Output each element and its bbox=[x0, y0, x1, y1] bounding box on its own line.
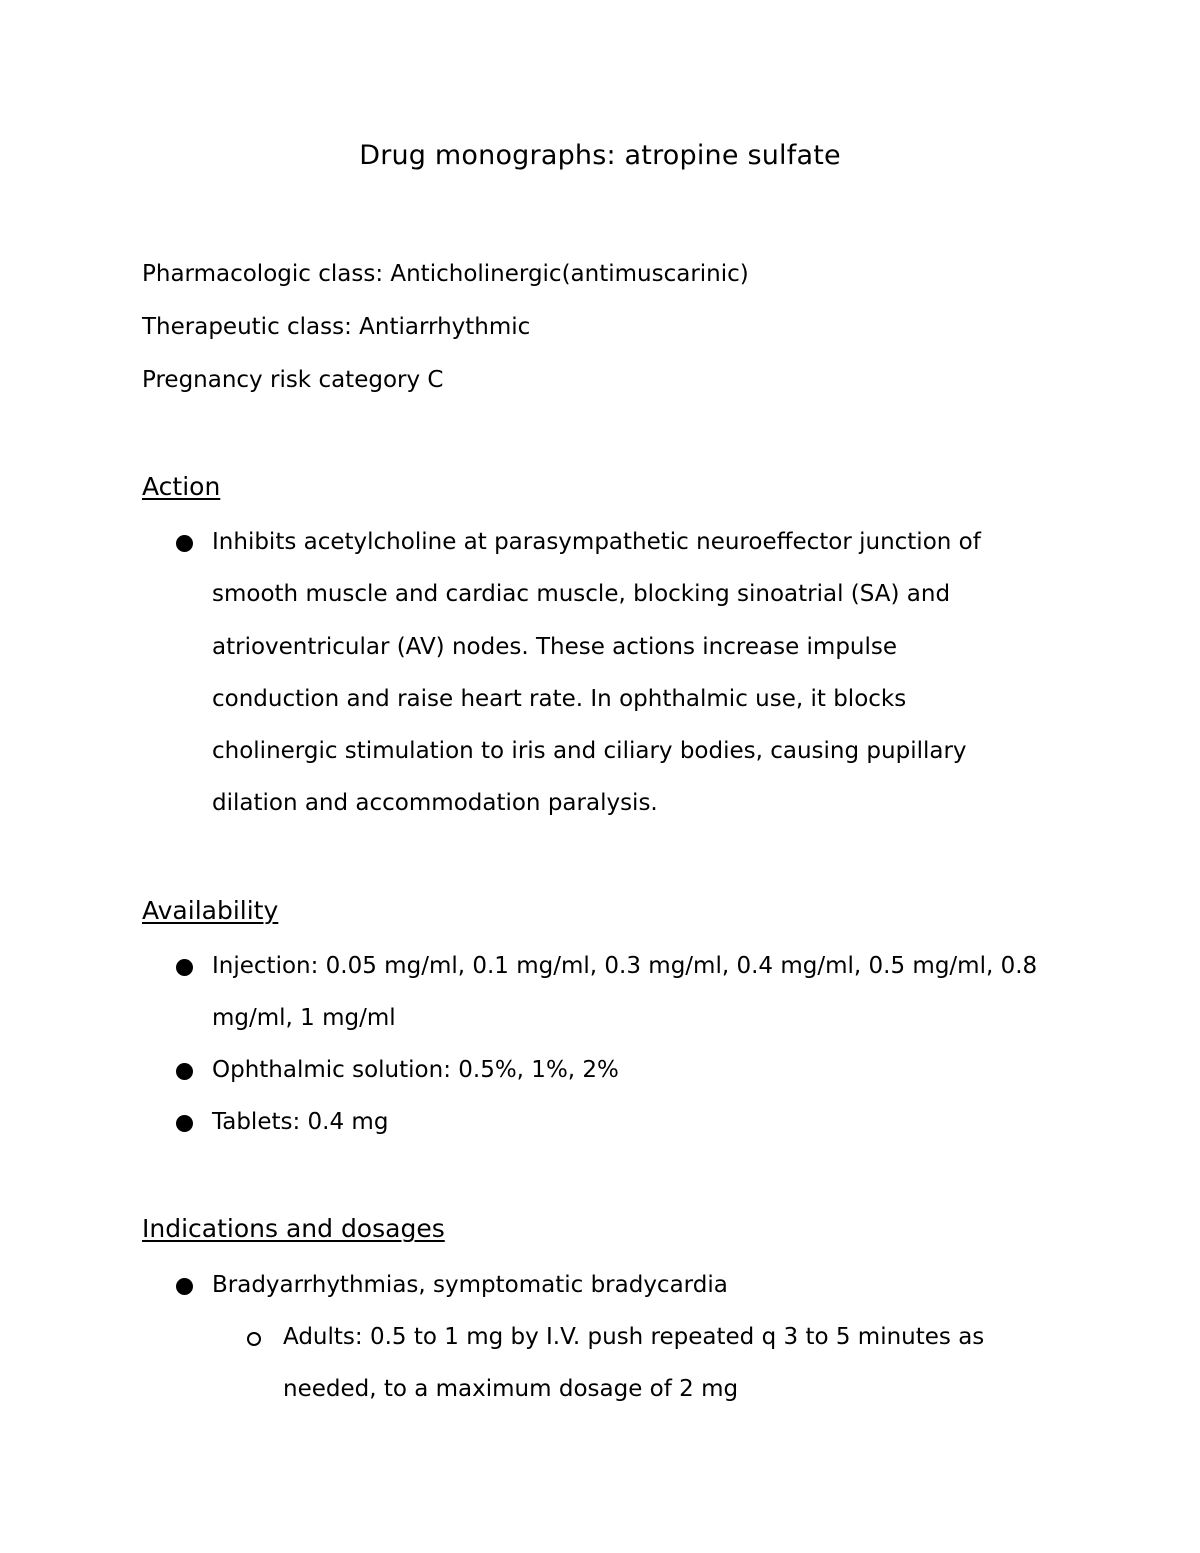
text-line: Adults: 0.5 to 1 mg by I.V. push repeated q 3 to 5 minutes as bbox=[283, 1324, 985, 1350]
therapeutic-class: Therapeutic class: Antiarrhythmic bbox=[142, 314, 531, 340]
text-line: Tablets: 0.4 mg bbox=[212, 1109, 389, 1135]
text-line: mg/ml, 1 mg/ml bbox=[212, 1005, 396, 1032]
list-item-text bbox=[212, 1096, 1052, 1148]
bullet-icon bbox=[176, 535, 193, 552]
bullet-icon bbox=[176, 959, 193, 976]
bullet-icon bbox=[176, 1063, 193, 1080]
text-line: Ophthalmic solution: 0.5%, 1%, 2% bbox=[212, 1057, 619, 1083]
text-line: needed, to a maximum dosage of 2 mg bbox=[283, 1376, 739, 1403]
document-title: Drug monographs: atropine sulfate bbox=[359, 140, 841, 171]
text-line: atrioventricular (AV) nodes. These actions increase impulse bbox=[212, 633, 898, 660]
text-line: conduction and raise heart rate. In ophthalmic use, it blocks bbox=[212, 685, 907, 712]
section-heading-indications: Indications and dosages bbox=[142, 1214, 445, 1243]
section-heading-action: Action bbox=[142, 472, 221, 501]
list-item-text bbox=[212, 1044, 1052, 1096]
sub-list-item-text bbox=[283, 1311, 1063, 1416]
list-item-text bbox=[212, 516, 1052, 830]
text-line: cholinergic stimulation to iris and ciliary bodies, causing pupillary bbox=[212, 738, 967, 765]
bullet-icon bbox=[176, 1278, 193, 1295]
list-item-text bbox=[212, 940, 1052, 1045]
hollow-bullet-icon bbox=[247, 1332, 261, 1346]
text-line: Inhibits acetylcholine at parasympathetic neuroeffector junction of bbox=[212, 529, 981, 555]
text-line: dilation and accommodation paralysis. bbox=[212, 790, 658, 817]
text-line: Bradyarrhythmias, symptomatic bradycardia bbox=[212, 1272, 728, 1298]
list-item-text bbox=[212, 1259, 1052, 1311]
pharmacologic-class: Pharmacologic class: Anticholinergic(antimuscarinic) bbox=[142, 261, 749, 287]
text-line: smooth muscle and cardiac muscle, blocking sinoatrial (SA) and bbox=[212, 581, 951, 608]
text-line: Injection: 0.05 mg/ml, 0.1 mg/ml, 0.3 mg/ml, 0.4 mg/ml, 0.5 mg/ml, 0.8 bbox=[212, 953, 1038, 979]
pregnancy-risk-category: Pregnancy risk category C bbox=[142, 367, 444, 393]
bullet-icon bbox=[176, 1115, 193, 1132]
section-heading-availability: Availability bbox=[142, 896, 279, 925]
